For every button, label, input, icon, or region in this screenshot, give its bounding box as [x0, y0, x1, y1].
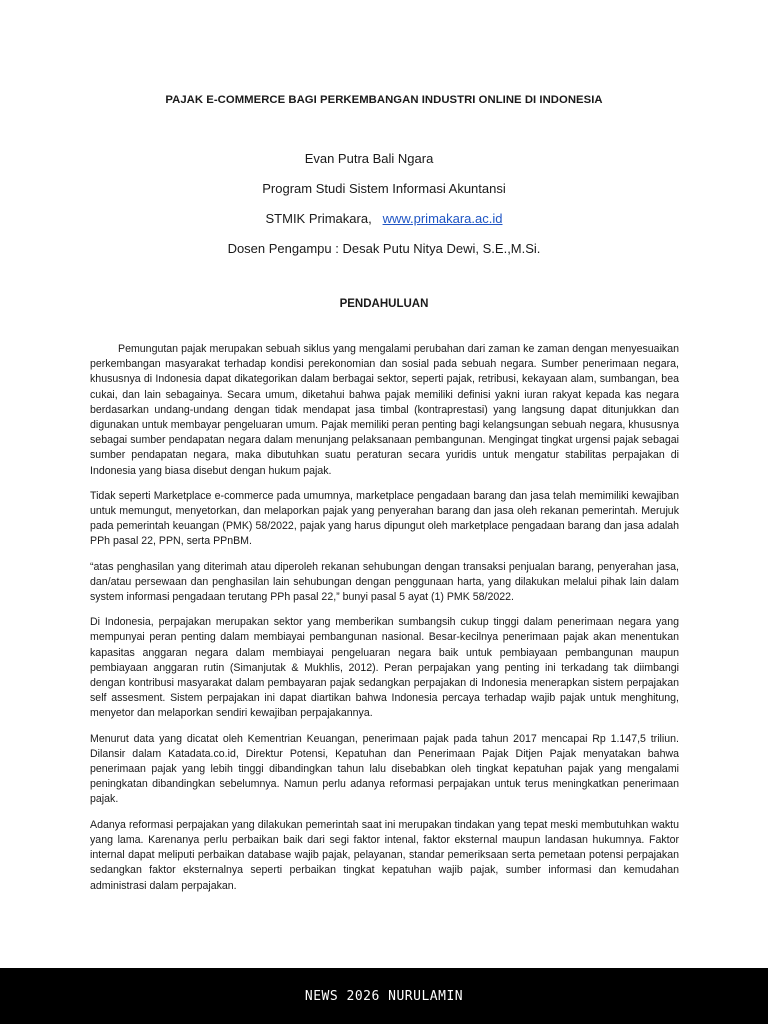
quote-paragraph: “atas penghasilan yang diterimah atau diperoleh rekanan sehubungan dengan transaksi penjualan barang, penyerahan jasa, dan/atau persewaan dan penghasilan lain sehubungan dengan penggunaan harta, yang dilakukan melalui pihak lain dalam system informasi pengadaan terutang PPh pasal 22,” bunyi pasal 5 ayat (1) PMK 58/2022.	[90, 560, 679, 604]
study-program: Program Studi Sistem Informasi Akuntansi	[262, 181, 506, 196]
institution-name: STMIK Primakara,	[265, 211, 372, 226]
section-heading: PENDAHULUAN	[339, 298, 429, 310]
institution-line	[0, 210, 768, 240]
institution-website-link[interactable]: www.primakara.ac.id	[382, 211, 503, 226]
paragraph: Tidak seperti Marketplace e-commerce pada umumnya, marketplace pengadaan barang dan jasa telah memimiliki kewajiban untuk memungut, menyetorkan, dan melaporkan pajak yang penyerahan barang dan jasa oleh rekanan pemerintah. Merujuk pada pemerintah keuangan (PMK) 58/2022, pajak yang harus dipungut oleh marketplace pengadaan barang dan jasa adalah PPh pasal 22, PPN, serta PPnBM.	[90, 489, 679, 548]
lecturer-line: Dosen Pengampu : Desak Putu Nitya Dewi, S.E.,M.Si.	[227, 241, 541, 256]
footer-watermark: NEWS 2026 NURULAMIN	[304, 988, 464, 1004]
author-name: Evan Putra Bali Ngara	[304, 151, 434, 166]
body-text	[90, 342, 679, 904]
author-block	[0, 150, 768, 270]
paragraph: Pemungutan pajak merupakan sebuah siklus yang mengalami perubahan dari zaman ke zaman dengan menyesuaikan perkembangan masyarakat terhadap kondisi perekonomian dan sosial pada sebuah negara. Sumber penerimaan negara, khususnya di Indonesia dapat dikategorikan dalam berbagai sektor, seperti pajak, retribusi, kekayaan alam, sumbangan, bea cukai, dan lain sebagainya. Secara umum, diketahui bahwa pajak memiliki definisi yakni iuran rakyat kepada kas negara berdasarkan undang-undang dengan tidak mendapat jasa timbal (kontraprestasi) yang langsung dapat ditunjukkan dan digunakan untuk membayar pengeluaran umum. Pajak memiliki peran penting bagi kelangsungan sebuah negara, khususnya sebagai sumber pendapatan negara dalam menunjang pelaksanaan pembangunan. Mengingat tingkat urgensi pajak sebagai sumber pendapatan negara, maka dibutuhkan suatu peraturan secara yuridis untuk mengatur stabilitas perpajakan di Indonesia yang biasa disebut dengan hukum pajak.	[90, 343, 679, 477]
paragraph: Di Indonesia, perpajakan merupakan sektor yang memberikan sumbangsih cukup tinggi dalam penerimaan negara yang mempunyai peran penting dalam membiayai pembangunan nasional. Besar-kecilnya penerimaan pajak akan menentukan kapasitas anggaran negara dalam membiayai pengeluaran negara baik untuk pembiayaan pembangunan maupun pembiayaan anggaran rutin (Simanjutak & Mukhlis, 2012). Peran perpajakan yang penting ini terkadang tak diimbangi dengan kontribusi masyarakat dalam pembayaran pajak sedangkan perpajakan di Indonesia menerapkan sistem perpajakan self assesment. Sistem perpajakan ini dapat diartikan bahwa Indonesia percaya terhadap wajib pajak untuk menghitung, menyetor dan melaporkan sendiri kewajiban perpajakannya.	[90, 616, 679, 720]
paragraph: Adanya reformasi perpajakan yang dilakukan pemerintah saat ini merupakan tindakan yang tepat meski membutuhkan waktu yang lama. Karenanya perlu perbaikan baik dari segi faktor intenal, faktor eksternal maupun landasan hukumnya. Faktor internal dapat meliputi perbaikan database wajib pajak, pelayanan, standar pemeriksaan serta pemetaan potensi perpajakan sedangkan faktor eksternalnya seperti perbaikan tingkat kepatuhan wajib pajak, sumber informasi dan kemudahan administrasi dalam perpajakan.	[90, 818, 679, 892]
footer-bar	[0, 968, 768, 1024]
document-title: PAJAK E-COMMERCE BAGI PERKEMBANGAN INDUSTRI ONLINE DI INDONESIA	[165, 94, 603, 106]
paragraph: Menurut data yang dicatat oleh Kementrian Keuangan, penerimaan pajak pada tahun 2017 mencapai Rp 1.147,5 triliun. Dilansir dalam Katadata.co.id, Direktur Potensi, Kepatuhan dan Penerimaan Pajak Ditjen Pajak menyatakan bahwa penerimaan pajak yang lebih tinggi dibandingkan tahun lalu disebabkan oleh tingkat kepatuhan pajak yang mengalami peningkatan dibandingkan sebelumnya. Namun perlu adanya reformasi perpajakan untuk terus meningkatkan penerimaan pajak.	[90, 732, 679, 806]
